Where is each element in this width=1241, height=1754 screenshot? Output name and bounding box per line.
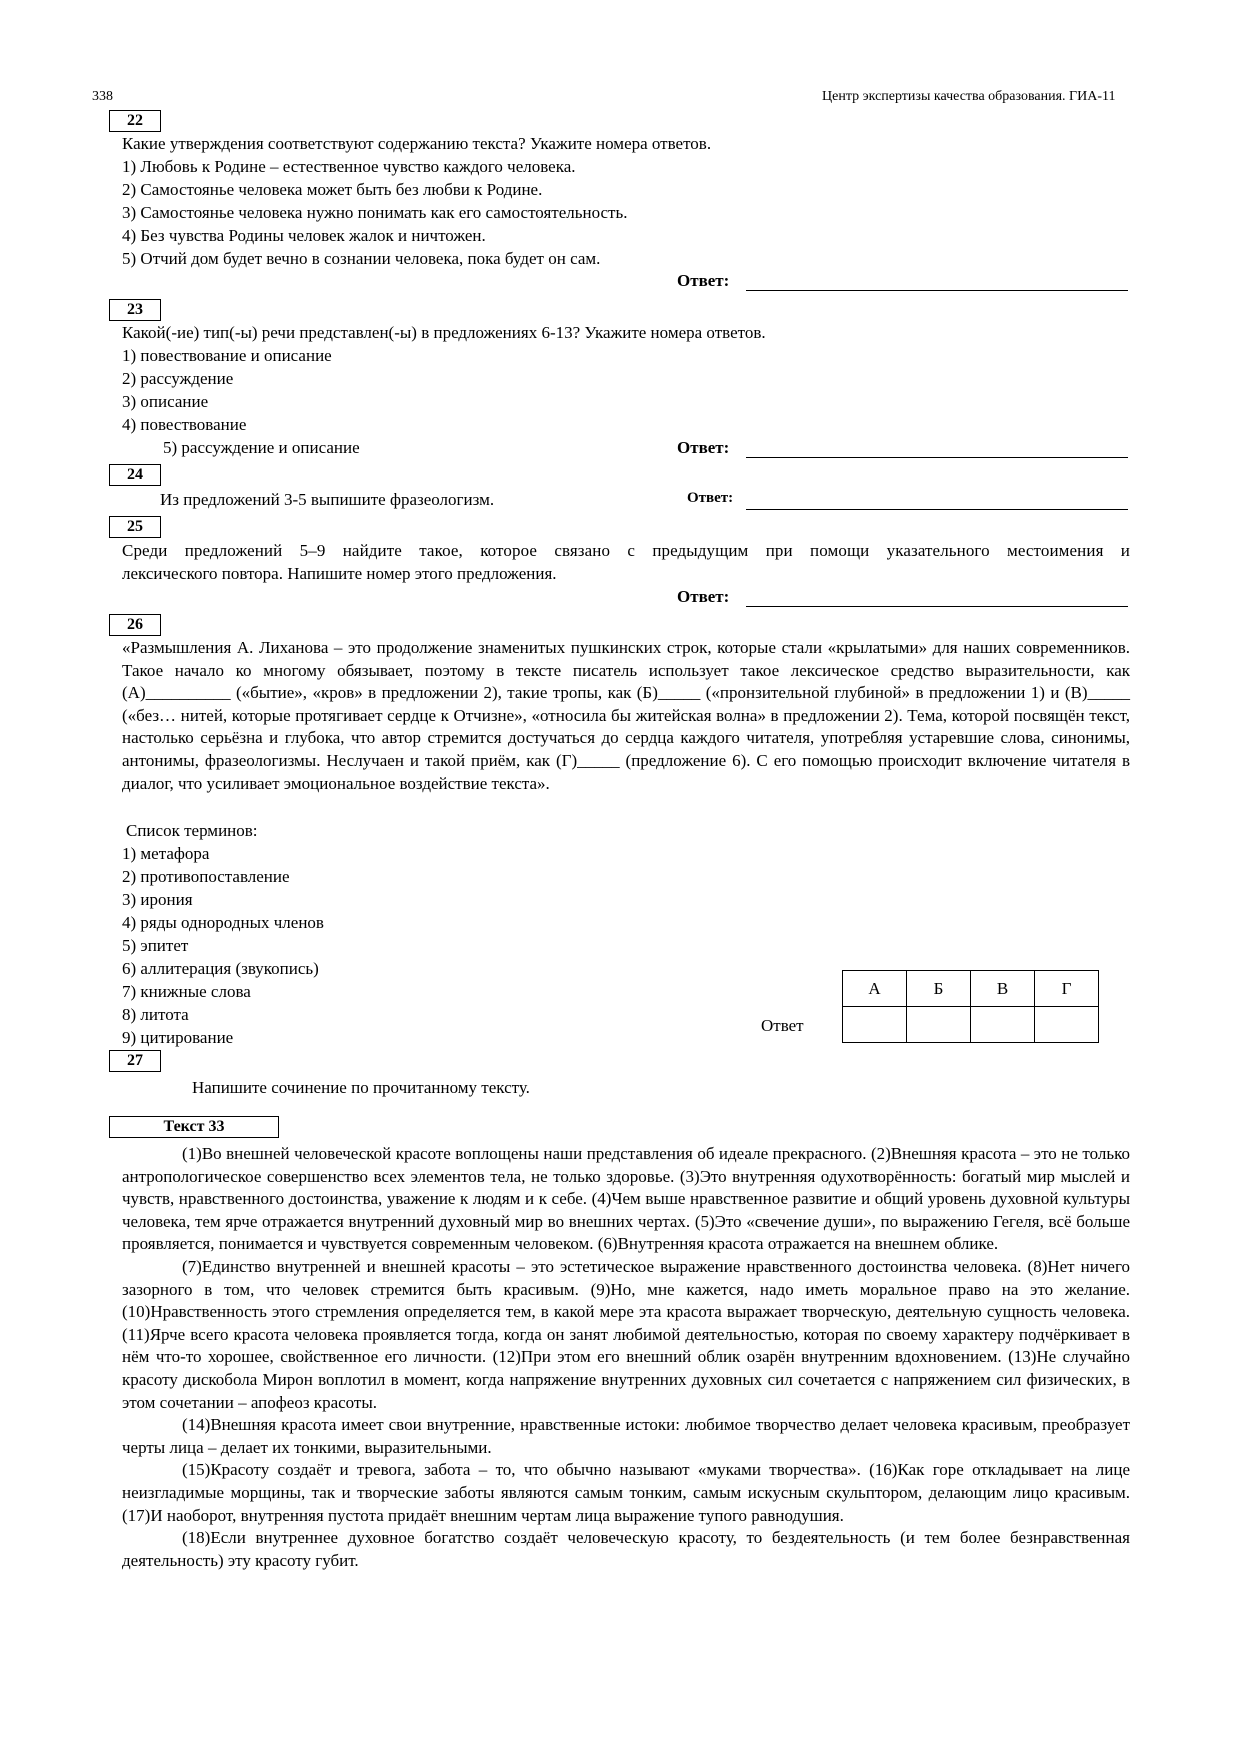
q26-term-3: 3) ирония — [122, 890, 193, 909]
text33-paragraph-1: (1)Во внешней человеческой красоте воплощены наши представления об идеале прекрасного. (2)Внешняя красота – это не только антропологическое совершенство всех элементов тела, не только здоровье. (3)Это внутренняя одухотворённость: богатый мир мыслей и чувств, нравственного достоинства, уважение к людям и к себе. (4)Чем выше нравственное развитие и общий уровень духовной культуры человека, тем ярче отражается внутренний духовный мир во внешних чертах. (5)Это «свечение души», по выражению Гегеля, всё больше проявляется, понимается и чувствуется современным человеком. (6)Внутренняя красота отражается на внешнем облике. — [122, 1144, 1130, 1254]
question-number-22: 22 — [109, 110, 161, 132]
q23-option-3: 3) описание — [122, 392, 209, 411]
q22-answer-label: Ответ: — [677, 271, 730, 290]
grid-header-a: А — [843, 971, 907, 1007]
q26-term-7: 7) книжные слова — [122, 982, 251, 1001]
q22-option-2: 2) Самостоянье человека может быть без любви к Родине. — [122, 180, 543, 199]
q25-answer-label: Ответ: — [677, 587, 730, 606]
q25-answer-field[interactable] — [746, 606, 1128, 607]
text33-paragraph-5: (18)Если внутреннее духовное богатство создаёт человеческую красоту, то бездеятельность (и тем более безнравственная деятельность) эту красоту губит. — [122, 1528, 1130, 1570]
q26-term-6: 6) аллитерация (звукопись) — [122, 959, 319, 978]
page-number: 338 — [92, 89, 113, 104]
q22-answer-field[interactable] — [746, 290, 1128, 291]
q23-option-4: 4) повествование — [122, 415, 247, 434]
grid-cell-g[interactable] — [1035, 1007, 1099, 1043]
q22-option-1: 1) Любовь к Родине – естественное чувство каждого человека. — [122, 157, 576, 176]
q23-answer-field[interactable] — [746, 457, 1128, 458]
q24-question: Из предложений 3-5 выпишите фразеологизм. — [160, 490, 495, 509]
q23-option-2: 2) рассуждение — [122, 369, 234, 388]
q22-question: Какие утверждения соответствуют содержанию текста? Укажите номера ответов. — [122, 134, 712, 153]
q26-term-1: 1) метафора — [122, 844, 210, 863]
grid-header-g: Г — [1035, 971, 1099, 1007]
text-title-box: Текст 33 — [109, 1116, 279, 1138]
grid-cell-v[interactable] — [971, 1007, 1035, 1043]
q26-terms-title: Список терминов: — [126, 821, 258, 840]
q26-term-4: 4) ряды однородных членов — [122, 913, 324, 932]
q23-answer-label: Ответ: — [677, 438, 730, 457]
q26-answer-grid — [842, 970, 1099, 1043]
q25-question-line-2: лексического повтора. Напишите номер этого предложения. — [122, 564, 557, 583]
question-number-26: 26 — [109, 614, 161, 636]
text33-body — [122, 1143, 1130, 1572]
grid-cell-a[interactable] — [843, 1007, 907, 1043]
q25-question-line-1: Среди предложений 5–9 найдите такое, которое связано с предыдущим при помощи указательного местоимения и — [122, 541, 1130, 560]
question-number-23: 23 — [109, 299, 161, 321]
q23-option-5: 5) рассуждение и описание — [163, 438, 360, 457]
q22-option-5: 5) Отчий дом будет вечно в сознании человека, пока будет он сам. — [122, 249, 601, 268]
q23-option-1: 1) повествование и описание — [122, 346, 332, 365]
q26-term-9: 9) цитирование — [122, 1028, 234, 1047]
question-number-24: 24 — [109, 464, 161, 486]
q26-answer-word: Ответ — [761, 1016, 804, 1035]
question-number-25: 25 — [109, 516, 161, 538]
q26-term-5: 5) эпитет — [122, 936, 189, 955]
header-source: Центр экспертизы качества образования. ГИА-11 — [822, 89, 1116, 104]
grid-header-v: В — [971, 971, 1035, 1007]
q26-paragraph: «Размышления А. Лиханова – это продолжение знаменитых пушкинских строк, которые стали «крылатыми» для наших современников. Такое начало ко многому обязывает, поэтому в тексте писатель использует такое лексическое средство выразительности, как (А)__________ («бытие», «кров» в предложении 2), такие тропы, как (Б)_____ («пронзительной глубиной» в предложении 1) и (В)_____ («без… нитей, которые протягивает сердце к Отчизне», «относила бы житейская волна» в предложении 2). Тема, которой посвящён текст, настолько серьёзна и глубока, что автор стремится достучаться до сердца каждого читателя, употребляя устаревшие слова, синонимы, антонимы, фразеологизмы. Неслучаен и такой приём, как (Г)_____ (предложение 6). С его помощью происходит включение читателя в диалог, что усиливает эмоциональное воздействие текста». — [122, 638, 1130, 793]
text33-paragraph-3: (14)Внешняя красота имеет свои внутренние, нравственные истоки: любимое творчество делает человека красивым, преобразует черты лица – делает их тонкими, выразительными. — [122, 1415, 1130, 1457]
q23-question: Какой(-ие) тип(-ы) речи представлен(-ы) в предложениях 6-13? Укажите номера ответов. — [122, 323, 766, 342]
text33-paragraph-2: (7)Единство внутренней и внешней красоты – это эстетическое выражение нравственного достоинства человека. (8)Нет ничего зазорного в том, что человек стремится быть красивым. (9)Но, мне кажется, надо иметь моральное право на это желание. (10)Нравственность этого стремления определяется тем, в какой мере эта красота выражает творческую, деятельную сущность человека. (11)Ярче всего красота человека проявляется тогда, когда он занят любимой деятельностью, которая по своему характеру подчёркивает в нём что-то хорошее, свойственное его личности. (12)При этом его внешний облик озарён внутренним вдохновением. (13)Не случайно красоту дискобола Мирон воплотил в момент, когда напряжение внутренних духовных сил сочетается с напряжением сил физических, в этом сочетании – апофеоз красоты. — [122, 1256, 1130, 1412]
q22-option-3: 3) Самостоянье человека нужно понимать как его самостоятельность. — [122, 203, 628, 222]
grid-cell-b[interactable] — [907, 1007, 971, 1043]
q26-term-8: 8) литота — [122, 1005, 189, 1024]
q27-task: Напишите сочинение по прочитанному тексту. — [192, 1078, 530, 1097]
question-number-27: 27 — [109, 1050, 161, 1072]
grid-header-b: Б — [907, 971, 971, 1007]
q24-answer-label: Ответ: — [687, 490, 734, 506]
q24-answer-field[interactable] — [746, 509, 1128, 510]
q26-term-2: 2) противопоставление — [122, 867, 290, 886]
q26-text — [122, 637, 1130, 795]
text33-paragraph-4: (15)Красоту создаёт и тревога, забота – то, что обычно называют «муками творчества». (16)Как горе откладывает на лице неизгладимые морщины, так и творческие заботы являются самым тонким, самым искусным скульптором, делающим лицо красивым. (17)И наоборот, внутренняя пустота придаёт внешним чертам лица выражение тупого равнодушия. — [122, 1460, 1130, 1525]
q22-option-4: 4) Без чувства Родины человек жалок и ничтожен. — [122, 226, 486, 245]
